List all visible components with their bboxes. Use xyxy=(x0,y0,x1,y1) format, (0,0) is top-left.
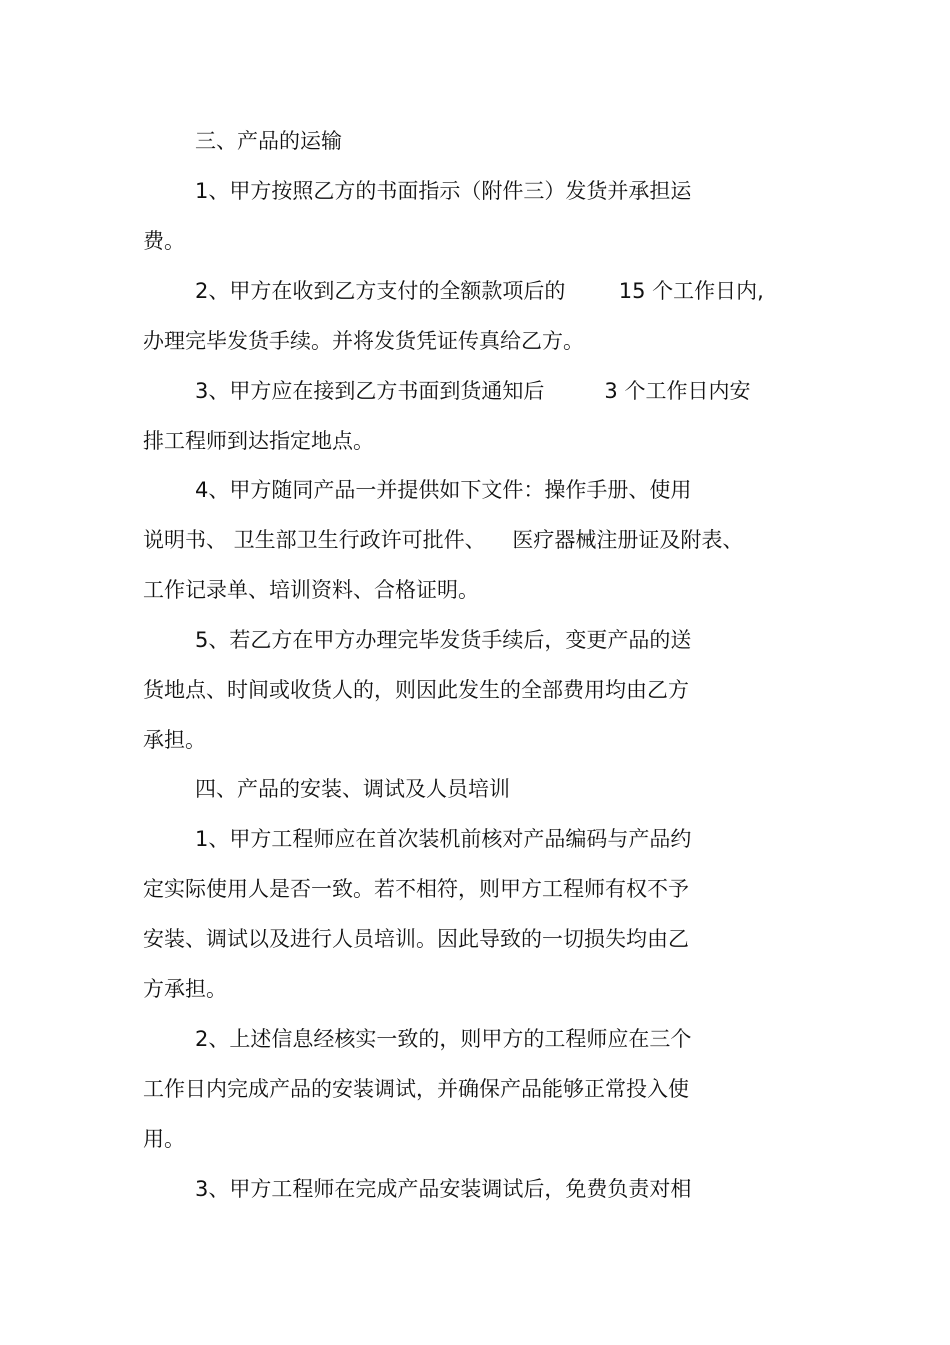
paragraph-line: 安装、调试以及进行人员培训。因此导致的一切损失均由乙 xyxy=(143,927,689,951)
paragraph-line: 2、上述信息经核实一致的，则甲方的工程师应在三个 xyxy=(195,1027,692,1051)
section-heading-installation: 四、产品的安装、调试及人员培训 xyxy=(195,777,510,801)
paragraph-line: 工作日内完成产品的安装调试，并确保产品能够正常投入使 xyxy=(143,1077,689,1101)
paragraph-line: 2、甲方在收到乙方支付的全额款项后的 15 个工作日内, xyxy=(195,279,764,303)
paragraph-line: 方承担。 xyxy=(143,977,227,1001)
paragraph-line: 承担。 xyxy=(143,728,206,752)
paragraph-line: 5、若乙方在甲方办理完毕发货手续后，变更产品的送 xyxy=(195,628,692,652)
paragraph-line: 定实际使用人是否一致。若不相符，则甲方工程师有权不予 xyxy=(143,877,689,901)
paragraph-line: 1、甲方按照乙方的书面指示（附件三）发货并承担运 xyxy=(195,179,692,203)
paragraph-line: 4、甲方随同产品一并提供如下文件：操作手册、使用 xyxy=(195,478,692,502)
paragraph-line: 用。 xyxy=(143,1127,185,1151)
section-heading-transport: 三、产品的运输 xyxy=(195,129,342,153)
paragraph-line: 货地点、时间或收货人的，则因此发生的全部费用均由乙方 xyxy=(143,678,689,702)
paragraph-line: 排工程师到达指定地点。 xyxy=(143,429,374,453)
paragraph-line: 工作记录单、培训资料、合格证明。 xyxy=(143,578,479,602)
paragraph-line: 1、甲方工程师应在首次装机前核对产品编码与产品约 xyxy=(195,827,692,851)
paragraph-line: 办理完毕发货手续。并将发货凭证传真给乙方。 xyxy=(143,329,584,353)
paragraph-line: 说明书、 卫生部卫生行政许可批件、 医疗器械注册证及附表、 xyxy=(143,528,744,552)
paragraph-line: 3、甲方应在接到乙方书面到货通知后 3 个工作日内安 xyxy=(195,379,751,403)
paragraph-line: 3、甲方工程师在完成产品安装调试后，免费负责对相 xyxy=(195,1177,692,1201)
paragraph-line: 费。 xyxy=(143,229,185,253)
